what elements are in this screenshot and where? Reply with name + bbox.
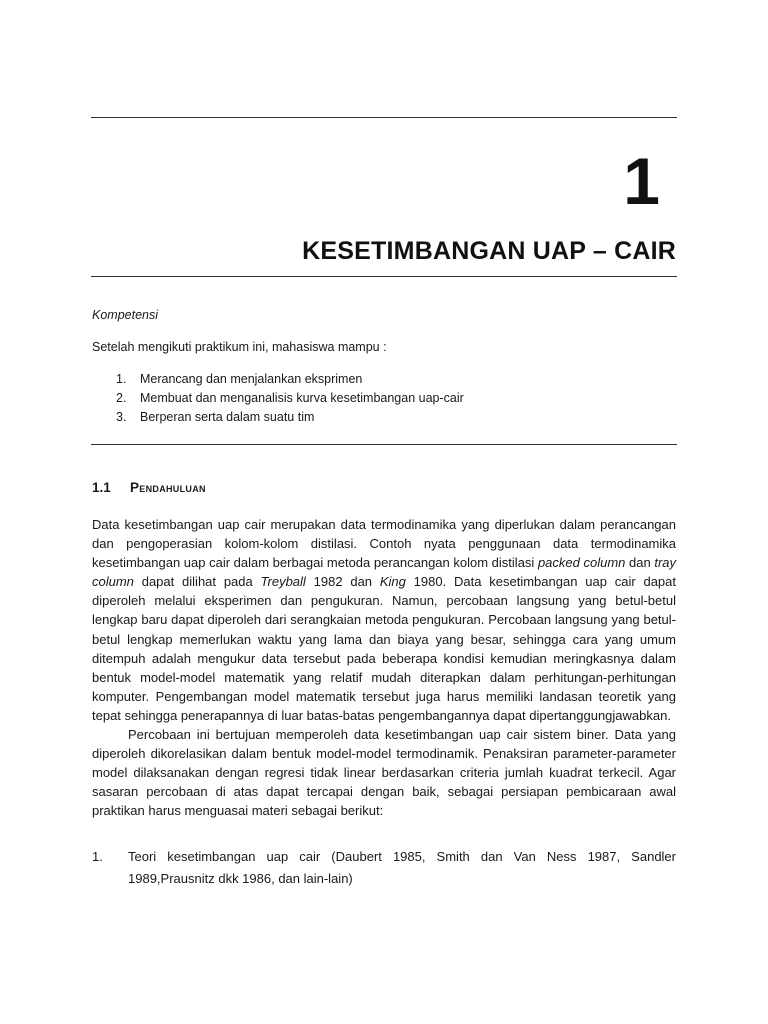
section-heading [92,480,206,495]
requirements-list [92,846,676,890]
competence-intro: Setelah mengikuti praktikum ini, mahasiswa mampu : [92,340,387,354]
emphasis-term: packed column [537,555,626,571]
chapter-number: 1 [623,144,660,218]
top-divider [91,117,677,118]
body-text [92,515,676,821]
chapter-title: KESETIMBANGAN UAP – CAIR [302,237,676,265]
competence-list [116,370,464,427]
emphasis-author: King [379,574,406,590]
paragraph-intro [92,515,676,725]
list-item-text: Teori kesetimbangan uap cair (Daubert 1985, Smith dan Van Ness 1987, Sandler 1989,Prausnitz dkk 1986, dan lain-lain) [128,849,676,886]
emphasis-term: tray column [92,555,676,590]
list-item [116,408,464,427]
list-item-text: Membuat dan menganalisis kurva kesetimbangan uap-cair [140,391,464,405]
paragraph-objective: Percobaan ini bertujuan memperoleh data kesetimbangan uap cair sistem biner. Data yang diperoleh dikorelasikan dalam bentuk model-model termodinamik. Penaksiran parameter-parameter model dilaksanakan dengan regresi tidak linear berdasarkan criteria jumlah kuadrat terkecil. Agar sasaran percobaan di atas dapat tercapai dengan baik, sebagai persiapan pembicaraan awal praktikan harus menguasai materi sebagai berikut: [92,727,676,819]
list-item-number: 3. [116,410,127,424]
paragraph-text: 1980. Data kesetimbangan uap cair dapat diperoleh melalui eksperimen dan pengukuran. Namun, percobaan langsung yang betul-betul lengkap baru dapat diperoleh dari serangkaian metoda pengukuran. Percobaan langsung yang betul-betul lengkap memerlukan waktu yang lama dan biaya yang besar, sehingga cara yang umum ditempuh adalah mengukur data tersebut pada beberapa kondisi kemudian meringkasnya dalam bentuk model-model matematik yang relatif mudah diterapkan dalam perhitungan-perhitungan komputer. Pengembangan model matematik tersebut juga harus memiliki landasan teoretik yang tepat sehingga penerapannya di luar batas-batas pengembangannya dapat dipertanggungjawabkan. [92,574,676,723]
list-item [116,389,464,408]
list-item [92,846,676,890]
title-divider [91,276,677,277]
competence-divider [91,444,677,445]
section-title: Pendahuluan [130,480,206,495]
paragraph-text: 1982 dan [305,574,380,590]
list-item-text: Berperan serta dalam suatu tim [140,410,315,424]
list-item-number: 1. [116,372,127,386]
list-item-number: 1. [92,849,103,864]
competence-label: Kompetensi [92,308,159,322]
section-number: 1.1 [92,480,111,495]
list-item [116,370,464,389]
list-item-number: 2. [116,391,127,405]
paragraph-text: dan [625,555,655,571]
list-item-text: Merancang dan menjalankan eksprimen [140,372,363,386]
paragraph-text: dapat dilihat pada [133,574,261,590]
emphasis-author: Treyball [260,574,306,590]
paragraph-text: Data kesetimbangan uap cair merupakan data termodinamika yang diperlukan dalam perancangan dan pengoperasian kolom-kolom distilasi. Contoh nyata penggunaan data termodinamika kesetimbangan uap cair dalam berbagai metoda perancangan kolom distilasi [92,517,676,571]
